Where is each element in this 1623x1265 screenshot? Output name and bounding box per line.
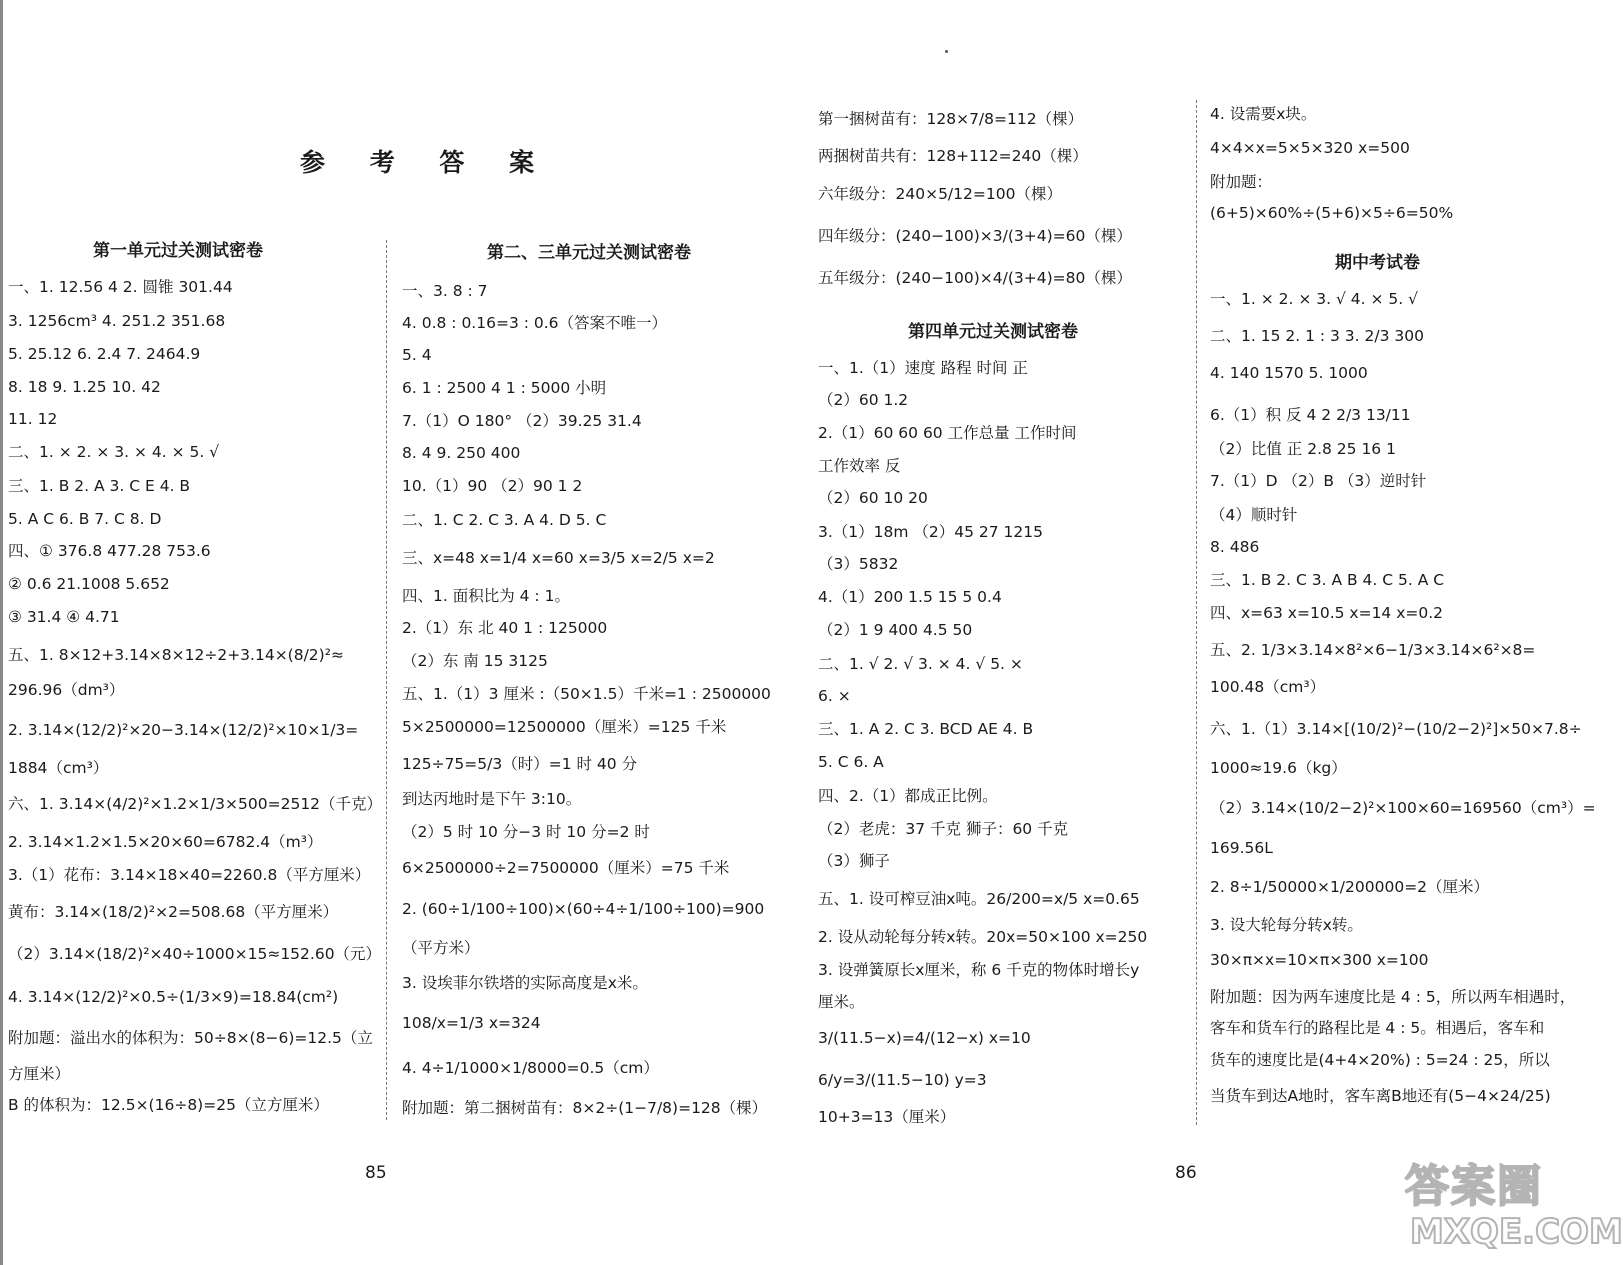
answer-line: 三、x=48 x=1/4 x=60 x=3/5 x=2/5 x=2 [402,549,715,567]
answer-line: （3）5832 [818,555,899,573]
answer-line: 附加题：第二捆树苗有：8×2÷(1−7/8)=128（棵） [402,1099,768,1117]
page-number-left: 85 [365,1163,387,1183]
section-heading: 第四单元过关测试密卷 [908,322,1078,342]
answer-line: 2. 设从动轮每分转x转。20x=50×100 x=250 [818,928,1148,946]
answer-line: （2）60 1.2 [818,391,909,409]
watermark-bottom-text: MXQE.COM [1410,1212,1623,1252]
answer-line: 六、1. 3.14×(4/2)²×1.2×1/3×500=2512（千克） [8,795,383,813]
answer-line: 108/x=1/3 x=324 [402,1014,541,1032]
answer-line: 工作效率 反 [818,457,901,475]
answer-line: （2）老虎：37 千克 狮子：60 千克 [818,820,1069,838]
answer-line: 附加题：因为两车速度比是 4 : 5，所以两车相遇时， [1210,988,1576,1006]
answer-line: （2）5 时 10 分−3 时 10 分=2 时 [402,823,650,841]
section-heading: 第一单元过关测试密卷 [93,241,263,261]
answer-line: 两捆树苗共有：128+112=240（棵） [818,147,1088,165]
answer-line: 二、1. × 2. × 3. × 4. × 5. √ [8,443,220,461]
answer-line: B 的体积为：12.5×(16÷8)=25（立方厘米） [8,1096,329,1114]
answer-line: 3. 设埃菲尔铁塔的实际高度是x米。 [402,974,648,992]
answer-line: 货车的速度比是(4+4×20%) : 5=24 : 25，所以 [1210,1051,1550,1069]
answer-line: 7.（1）O 180° （2）39.25 31.4 [402,412,642,430]
answer-line: 三、1. B 2. C 3. A B 4. C 5. A C [1210,571,1445,589]
answer-line: 附加题： [1210,173,1273,191]
answer-line: 六、1.（1）3.14×[(10/2)²−(10/2−2)²]×50×7.8÷ [1210,720,1582,738]
answer-line: 6. 1 : 2500 4 1 : 5000 小明 [402,379,607,397]
answer-line: 2. 3.14×(12/2)²×20−3.14×(12/2)²×10×1/3= [8,721,359,739]
page-title: 参 考 答 案 [300,148,553,177]
answer-line: 8. 486 [1210,538,1260,556]
answer-line: 4. 3.14×(12/2)²×0.5÷(1/3×9)=18.84(cm²) [8,988,339,1006]
watermark-top-text: 答案圈 [1405,1161,1543,1212]
answer-line: 一、1.（1）速度 路程 时间 正 [818,359,1028,377]
answer-line: 10+3=13（厘米） [818,1108,956,1126]
answer-line: （4）顺时针 [1210,506,1298,524]
answer-line: 二、1. √ 2. √ 3. × 4. √ 5. × [818,655,1023,673]
scan-dot [945,50,948,53]
answer-line: 3. 设弹簧原长x厘米，称 6 千克的物体时增长y [818,961,1140,979]
answer-line: 2.（1）60 60 60 工作总量 工作时间 [818,424,1077,442]
answer-line: 5. C 6. A [818,753,884,771]
answer-line: 3. 1256cm³ 4. 251.2 351.68 [8,312,226,330]
answer-line: 3/(11.5−x)=4/(12−x) x=10 [818,1029,1031,1047]
answer-line: 2. (60÷1/100÷100)×(60÷4÷1/100÷100)=900 [402,900,765,918]
answer-line: 4. 设需要x块。 [1210,105,1317,123]
answer-line: 8. 4 9. 250 400 [402,444,521,462]
answer-line: 五、1.（1）3 厘米 :（50×1.5）千米=1 : 2500000 [402,685,771,703]
answer-line: （平方米） [402,939,480,957]
answer-line: 6. × [818,687,851,705]
answer-line: 一、3. 8 : 7 [402,282,488,300]
answer-line: 5. A C 6. B 7. C 8. D [8,510,162,528]
answer-line: 三、1. B 2. A 3. C E 4. B [8,477,191,495]
answer-line: 8. 18 9. 1.25 10. 42 [8,378,161,396]
answer-line: （3）狮子 [818,852,890,870]
answer-line: 到达丙地时是下午 3:10。 [402,790,582,808]
section-heading: 第二、三单元过关测试密卷 [487,243,691,263]
answer-line: 7.（1）D （2）B （3）逆时针 [1210,472,1427,490]
answer-line: 1000≈19.6（kg） [1210,759,1347,777]
answer-line: 附加题：溢出水的体积为：50÷8×(8−6)=12.5（立 [8,1029,373,1047]
page-number-right: 86 [1175,1163,1197,1183]
watermark-logo [1405,1150,1623,1260]
answer-line: 169.56L [1210,839,1273,857]
section-heading: 期中考试卷 [1335,253,1420,273]
answer-line: 二、1. 15 2. 1 : 3 3. 2/3 300 [1210,327,1424,345]
answer-line: 296.96（dm³） [8,681,125,699]
answer-line: （2）3.14×(18/2)²×40÷1000×15≈152.60（元） [8,945,382,963]
answer-line: 2. 8÷1/50000×1/200000=2（厘米） [1210,878,1490,896]
answer-line: 6.（1）积 反 4 2 2/3 13/11 [1210,406,1411,424]
answer-line: 11. 12 [8,410,58,428]
answer-line: 五、1. 8×12+3.14×8×12÷2+3.14×(8/2)²≈ [8,646,344,664]
answer-line: ③ 31.4 ④ 4.71 [8,608,120,626]
answer-line: 四、① 376.8 477.28 753.6 [8,542,211,560]
answer-line: 3.（1）花布：3.14×18×40=2260.8（平方厘米） [8,866,371,884]
answer-line: 五、1. 设可榨豆油x吨。26/200=x/5 x=0.65 [818,890,1140,908]
answer-line: （2）1 9 400 4.5 50 [818,621,973,639]
answer-line: 125÷75=5/3（时）=1 时 40 分 [402,755,638,773]
answer-line: （2）60 10 20 [818,489,928,507]
answer-line: 五、2. 1/3×3.14×8²×6−1/3×3.14×6²×8= [1210,641,1536,659]
answer-line: 1884（cm³） [8,759,109,777]
answer-line: （2）3.14×(10/2−2)²×100×60=169560（cm³）= [1210,799,1596,817]
answer-line: 4. 140 1570 5. 1000 [1210,364,1368,382]
page-divider [1196,100,1197,1125]
answer-line: 第一捆树苗有：128×7/8=112（棵） [818,110,1084,128]
answer-line: 厘米。 [818,993,865,1011]
column-divider [386,240,387,1120]
answer-line: 客车和货车行的路程比是 4 : 5。相遇后，客车和 [1210,1019,1545,1037]
answer-line: 黄布：3.14×(18/2)²×2=508.68（平方厘米） [8,903,339,921]
answer-line: 4×4×x=5×5×320 x=500 [1210,139,1410,157]
answer-line: 30×π×x=10×π×300 x=100 [1210,951,1429,969]
answer-line: 4.（1）200 1.5 15 5 0.4 [818,588,1002,606]
answer-line: 三、1. A 2. C 3. BCD AE 4. B [818,720,1034,738]
answer-line: 五年级分：(240−100)×4/(3+4)=80（棵） [818,269,1132,287]
answer-line: 四、x=63 x=10.5 x=14 x=0.2 [1210,604,1444,622]
answer-line: 一、1. × 2. × 3. √ 4. × 5. √ [1210,290,1419,308]
answer-line: 2. 3.14×1.2×1.5×20×60=6782.4（m³） [8,833,323,851]
answer-line: 当货车到达A地时，客车离B地还有(5−4×24/25) [1210,1087,1551,1105]
answer-line: 6/y=3/(11.5−10) y=3 [818,1071,987,1089]
answer-line: （2）比值 正 2.8 25 16 1 [1210,440,1396,458]
answer-line: 四、1. 面积比为 4 : 1。 [402,587,570,605]
answer-line: 10.（1）90 （2）90 1 2 [402,477,583,495]
answer-line: 2.（1）东 北 40 1 : 125000 [402,619,608,637]
answer-line: （2）东 南 15 3125 [402,652,548,670]
answer-line: 六年级分：240×5/12=100（棵） [818,185,1062,203]
answer-line: 5×2500000=12500000（厘米）=125 千米 [402,718,727,736]
answer-line: ② 0.6 21.1008 5.652 [8,575,170,593]
answer-line: 4. 4÷1/1000×1/8000=0.5（cm） [402,1059,659,1077]
answer-line: 3.（1）18m （2）45 27 1215 [818,523,1044,541]
answer-line: 4. 0.8 : 0.16=3 : 0.6（答案不唯一） [402,314,668,332]
answer-line: 3. 设大轮每分转x转。 [1210,916,1363,934]
page-edge [0,0,3,1265]
answer-line: (6+5)×60%÷(5+6)×5÷6=50% [1210,204,1454,222]
answer-line: 四、2.（1）都成正比例。 [818,787,998,805]
answer-line: 四年级分：(240−100)×3/(3+4)=60（棵） [818,227,1132,245]
answer-line: 5. 4 [402,346,432,364]
answer-line: 100.48（cm³） [1210,678,1326,696]
answer-line: 一、1. 12.56 4 2. 圆锥 301.44 [8,278,233,296]
answer-line: 二、1. C 2. C 3. A 4. D 5. C [402,511,607,529]
answer-line: 方厘米） [8,1065,71,1083]
answer-line: 5. 25.12 6. 2.4 7. 2464.9 [8,345,201,363]
answer-line: 6×2500000÷2=7500000（厘米）=75 千米 [402,859,730,877]
